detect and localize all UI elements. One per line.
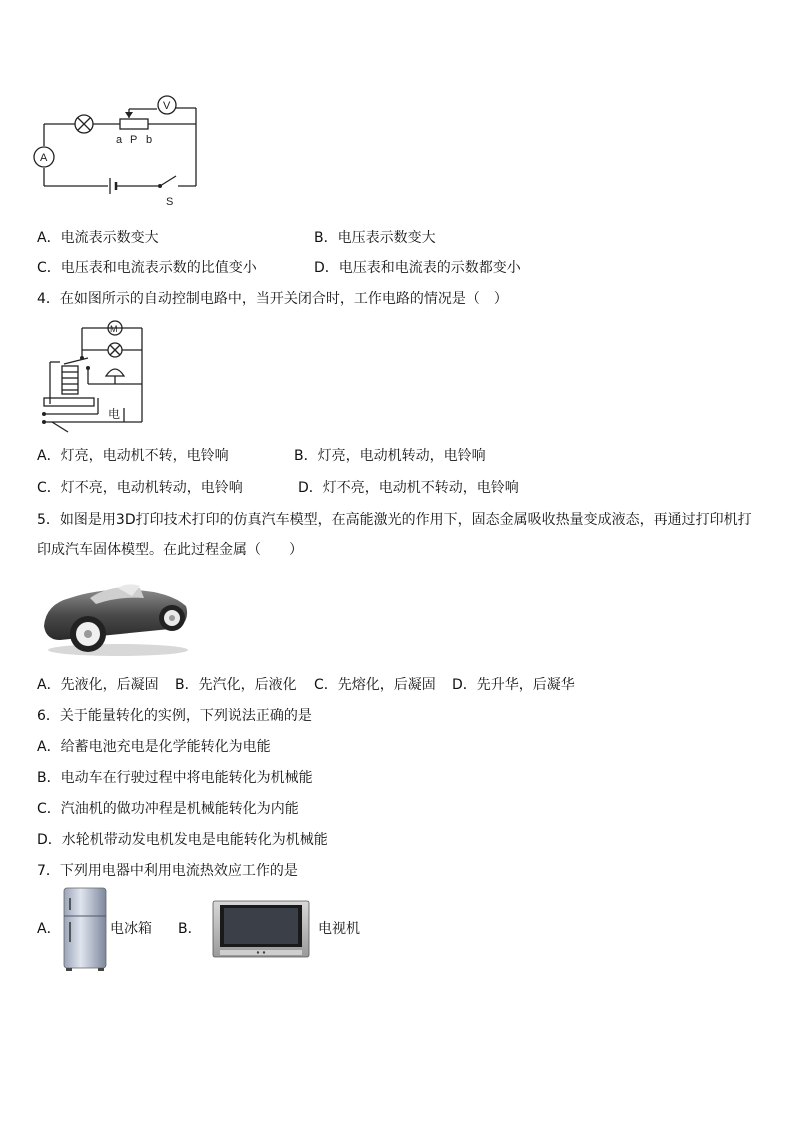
q5-option-d: D．先升华，后凝华 [452, 677, 575, 693]
q4-option-c: C．灯不亮，电动机转动，电铃响 [37, 480, 243, 496]
switch-label: S [166, 196, 174, 208]
bell-symbol [106, 369, 124, 376]
rheostat-label-a: a [116, 134, 123, 146]
q6-option-b: B．电动车在行驶过程中将电能转化为机械能 [37, 770, 313, 786]
q6-option-a: A．给蓄电池充电是化学能转化为电能 [37, 739, 271, 755]
q5-option-c: C．先熔化，后凝固 [314, 677, 436, 693]
q3-option-c: C．电压表和电流表示数的比值变小 [37, 260, 257, 276]
q7-option-a-letter: A． [37, 921, 61, 937]
ammeter-label: A [40, 152, 48, 164]
q5-stem-line-2: 印成汽车固体模型。在此过程金属（ ） [37, 542, 303, 558]
motor-label: M [110, 324, 118, 334]
q3-option-a: A．电流表示数变大 [37, 230, 159, 246]
q6-option-d: D．水轮机带动发电机发电是电能转化为机械能 [37, 832, 328, 848]
q4-option-b: B．灯亮，电动机转动，电铃响 [294, 448, 486, 464]
q6-stem: 6．关于能量转化的实例，下列说法正确的是 [37, 708, 312, 724]
power-source-label: 电 [108, 407, 121, 421]
q3-option-d: D．电压表和电流表的示数都变小 [314, 260, 521, 276]
q5-option-b: B．先汽化，后液化 [175, 677, 297, 693]
q6-option-c: C．汽油机的做功冲程是机械能转化为内能 [37, 801, 299, 817]
q4-control-circuit-diagram [38, 318, 148, 436]
q7-stem: 7．下列用电器中利用电流热效应工作的是 [37, 863, 298, 879]
switch-symbol [160, 176, 176, 186]
rheostat-symbol [120, 119, 148, 129]
3d-printed-car-image [40, 574, 190, 658]
q4-option-a: A．灯亮，电动机不转，电铃响 [37, 448, 229, 464]
q3-circuit-diagram [30, 90, 210, 210]
rheostat-label-p: P [130, 134, 138, 146]
voltmeter-label: V [163, 100, 171, 112]
q3-option-b: B．电压表示数变大 [314, 230, 436, 246]
q7-option-b-letter: B． [178, 921, 202, 937]
television-image [212, 900, 310, 960]
q4-stem: 4．在如图所示的自动控制电路中，当开关闭合时，工作电路的情况是（ ） [37, 291, 508, 307]
q7-option-b-text: 电视机 [318, 921, 360, 937]
rheostat-label-b: b [146, 134, 153, 146]
q7-option-a-text: 电冰箱 [110, 921, 152, 937]
q5-option-a: A．先液化，后凝固 [37, 677, 159, 693]
q4-option-d: D．灯不亮，电动机不转动，电铃响 [298, 480, 519, 496]
refrigerator-image [62, 886, 110, 972]
q5-stem-line-1: 5．如图是用3D打印技术打印的仿真汽车模型，在高能激光的作用下，固态金属吸收热量变成液态，再通过打印机打 [37, 512, 752, 528]
